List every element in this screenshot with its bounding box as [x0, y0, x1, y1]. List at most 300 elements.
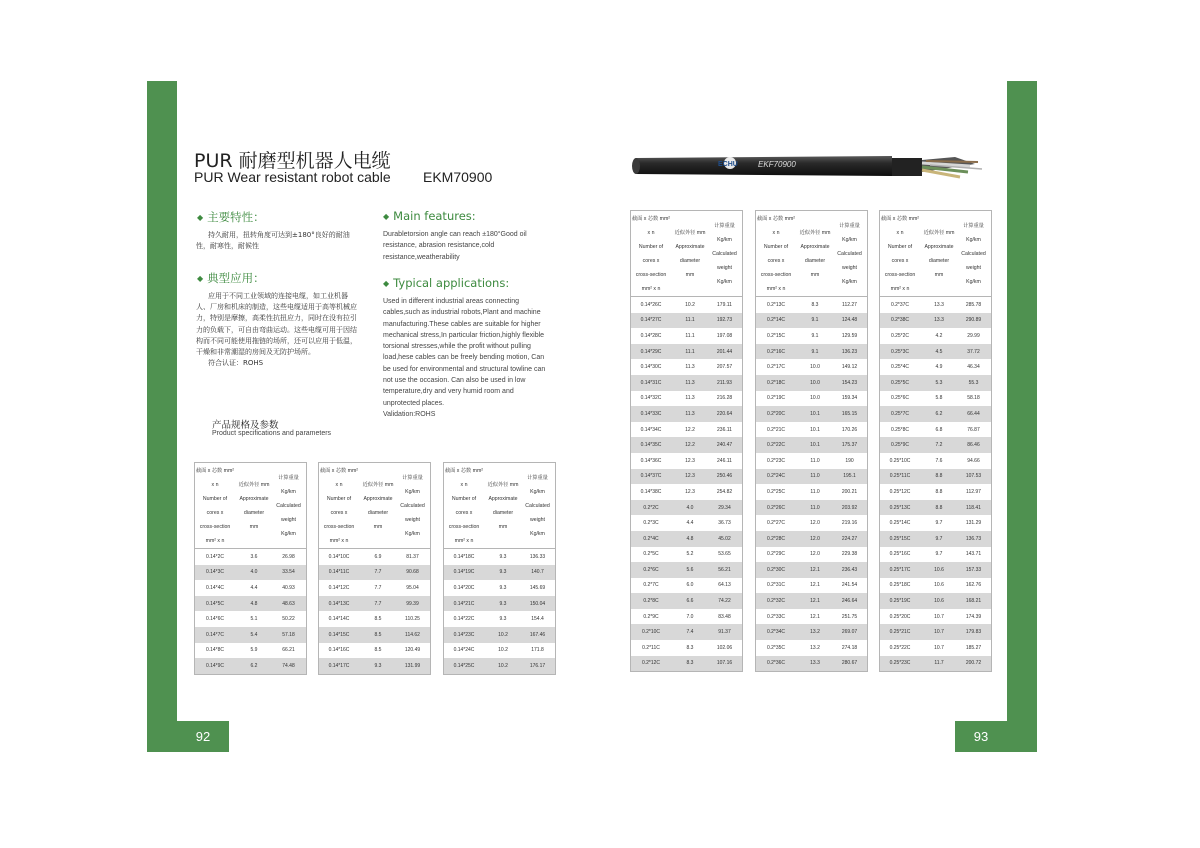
weight-cell: 157.33 — [965, 566, 982, 573]
header-text: diameter — [367, 509, 389, 516]
weight-cell: 159.34 — [841, 395, 858, 402]
weight-cell: 120.49 — [404, 647, 421, 654]
diameter-cell: 5.1 — [250, 616, 258, 623]
header-text: cross-section — [884, 271, 916, 278]
header-text: Kg/km — [842, 278, 857, 285]
cores-cross-section-cell: 0.25*17C — [889, 566, 911, 573]
weight-cell: 254.82 — [716, 488, 733, 495]
diameter-cell: 10.2 — [685, 301, 695, 308]
cores-cross-section-cell: 0.14*31C — [640, 379, 662, 386]
cores-cross-section-cell: 0.2*36C — [766, 660, 786, 667]
cores-cross-section-cell: 0.14*21C — [453, 600, 475, 607]
table-row — [631, 453, 742, 469]
diameter-cell: 6.9 — [374, 553, 382, 560]
header-col1 — [756, 211, 796, 296]
weight-cell: 236.43 — [841, 566, 858, 573]
weight-cell: 229.38 — [841, 551, 858, 558]
header-text: x n — [772, 229, 780, 236]
header-text: 近似外径 mm — [799, 229, 831, 236]
table-row — [880, 531, 991, 547]
diameter-cell: 13.2 — [810, 629, 820, 636]
spec-table — [879, 210, 992, 672]
header-text: 计算重量 — [402, 474, 423, 481]
header-text: 截面 x 芯数 mm² — [756, 215, 796, 222]
table-row — [880, 313, 991, 329]
diameter-cell: 13.2 — [810, 644, 820, 651]
table-row — [444, 643, 555, 659]
weight-cell: 219.16 — [841, 520, 858, 527]
cores-cross-section-cell: 0.2*22C — [766, 442, 786, 449]
features-en-heading: ◆ Main features: — [383, 209, 476, 223]
weight-cell: 170.26 — [841, 426, 858, 433]
weight-cell: 114.62 — [405, 631, 420, 638]
table-row — [756, 437, 867, 453]
table-row — [880, 500, 991, 516]
cores-cross-section-cell: 0.2*31C — [766, 582, 786, 589]
cores-cross-section-cell: 0.14*30C — [640, 364, 662, 371]
cores-cross-section-cell: 0.2*2C — [643, 504, 659, 511]
header-col3 — [273, 463, 304, 548]
text-line: Durabletorsion angle can reach ±180°Good oil — [383, 231, 527, 238]
diameter-cell: 9.7 — [935, 535, 943, 542]
table-row — [880, 656, 991, 672]
diameter-cell: 9.3 — [499, 553, 507, 560]
diameter-cell: 8.8 — [935, 504, 943, 511]
diameter-cell: 10.2 — [498, 647, 508, 654]
text-line: Validation:ROHS — [383, 410, 436, 418]
diamond-icon: ◆ — [197, 213, 204, 222]
table-row — [756, 328, 867, 344]
diameter-cell: 4.0 — [686, 504, 694, 511]
table-row — [319, 549, 430, 565]
diameter-cell: 8.5 — [374, 616, 382, 623]
diameter-cell: 9.3 — [499, 584, 507, 591]
table-row — [880, 437, 991, 453]
text-line: 持久耐用，扭转角度可达到±180°良好的耐油 — [208, 231, 350, 239]
diameter-cell: 12.1 — [810, 582, 820, 589]
weight-cell: 136.23 — [841, 348, 858, 355]
diameter-cell: 13.3 — [810, 660, 820, 667]
diameter-cell: 7.7 — [374, 569, 382, 576]
weight-cell: 53.65 — [718, 551, 731, 558]
cores-cross-section-cell: 0.25*20C — [889, 613, 911, 620]
weight-cell: 154.23 — [841, 379, 858, 386]
text-line: torsional stresses,while the profit without pulling — [383, 343, 531, 351]
weight-cell: 110.25 — [405, 616, 420, 623]
applications-cn-body — [196, 291, 357, 369]
table-row — [756, 593, 867, 609]
header-text: diameter — [243, 509, 265, 516]
table-row — [880, 609, 991, 625]
table-row — [195, 611, 306, 627]
header-text: Calculated — [961, 250, 986, 257]
table-row — [756, 500, 867, 516]
weight-cell: 56.21 — [718, 566, 731, 573]
weight-cell: 165.15 — [841, 410, 858, 417]
table-row — [880, 640, 991, 656]
table-row — [631, 328, 742, 344]
weight-cell: 197.08 — [716, 332, 733, 339]
header-text: Calculated — [276, 502, 301, 509]
header-text: 计算重量 — [714, 222, 735, 229]
table-row — [631, 422, 742, 438]
header-text: x n — [460, 481, 468, 488]
cores-cross-section-cell: 0.25*4C — [890, 364, 910, 371]
cores-cross-section-cell: 0.2*21C — [766, 426, 786, 433]
diameter-cell: 12.3 — [685, 457, 695, 464]
diameter-cell: 9.1 — [811, 332, 819, 339]
table-row — [756, 344, 867, 360]
cable-brand: ECHU — [718, 161, 738, 168]
table-row — [631, 344, 742, 360]
spec-title-cn: 产品规格及参数 — [212, 420, 279, 431]
weight-cell: 94.66 — [967, 457, 980, 464]
table-row — [631, 297, 742, 313]
weight-cell: 195.1 — [843, 473, 856, 480]
table-row — [444, 596, 555, 612]
diameter-cell: 6.0 — [686, 582, 694, 589]
weight-cell: 216.28 — [716, 395, 733, 402]
cable-image — [630, 150, 990, 190]
diameter-cell: 12.2 — [685, 426, 695, 433]
text-line: resistance,weatherability — [383, 253, 460, 261]
text-line: cables,such as industrial robots,Plant and machine — [383, 309, 541, 317]
header-text: Kg/km — [966, 236, 981, 243]
cores-cross-section-cell: 0.2*20C — [766, 410, 786, 417]
header-col2 — [484, 463, 522, 548]
diameter-cell: 4.0 — [250, 569, 258, 576]
cores-cross-section-cell: 0.2*37C — [890, 301, 910, 308]
diameter-cell: 11.1 — [685, 332, 695, 339]
header-text: cores x — [455, 509, 473, 516]
header-text: Approximate — [800, 243, 830, 250]
diameter-cell: 11.7 — [934, 660, 944, 667]
diameter-cell: 11.0 — [810, 473, 820, 480]
header-text: 近似外径 mm — [362, 481, 394, 488]
text-line: Used in different industrial areas connecting — [383, 298, 520, 305]
diameter-cell: 5.9 — [250, 647, 258, 654]
cores-cross-section-cell: 0.2*12C — [641, 660, 661, 667]
title-english: PUR Wear resistant robot cable — [194, 169, 391, 185]
weight-cell: 29.99 — [967, 332, 980, 339]
header-col1 — [631, 211, 671, 296]
table-row — [880, 515, 991, 531]
weight-cell: 179.83 — [965, 629, 982, 636]
cores-cross-section-cell: 0.2*16C — [766, 348, 786, 355]
cores-cross-section-cell: 0.14*36C — [640, 457, 662, 464]
header-text: Kg/km — [281, 488, 296, 495]
cores-cross-section-cell: 0.25*22C — [889, 644, 911, 651]
text-line: temperature,dry and very humid room and — [383, 388, 514, 396]
diameter-cell: 10.7 — [934, 644, 944, 651]
table-row — [880, 453, 991, 469]
table-row — [756, 531, 867, 547]
header-col2 — [920, 211, 958, 296]
table-row — [444, 658, 555, 674]
diameter-cell: 10.0 — [810, 395, 820, 402]
weight-cell: 190 — [845, 457, 854, 464]
diameter-cell: 3.6 — [250, 553, 258, 560]
diameter-cell: 10.1 — [810, 442, 820, 449]
weight-cell: 95.04 — [406, 584, 419, 591]
diameter-cell: 5.3 — [935, 379, 943, 386]
cores-cross-section-cell: 0.25*12C — [889, 488, 911, 495]
header-text: mm² x n — [454, 537, 474, 544]
header-col3 — [522, 463, 553, 548]
table-row — [880, 328, 991, 344]
cores-cross-section-cell: 0.25*9C — [890, 442, 910, 449]
table-row — [756, 453, 867, 469]
features-cn-heading: ◆ 主要特性： — [197, 210, 265, 224]
table-row — [631, 531, 742, 547]
diameter-cell: 11.3 — [685, 379, 695, 386]
weight-cell: 136.73 — [965, 535, 982, 542]
diamond-icon: ◆ — [383, 212, 390, 221]
right-page-number: 93 — [973, 729, 989, 744]
cores-cross-section-cell: 0.2*19C — [766, 395, 786, 402]
table-row — [631, 406, 742, 422]
model-code: EKM70900 — [423, 169, 493, 185]
table-row — [880, 391, 991, 407]
header-text: weight — [405, 516, 420, 523]
cores-cross-section-cell: 0.2*5C — [643, 551, 659, 558]
header-text: mm — [685, 271, 695, 278]
diameter-cell: 8.3 — [811, 301, 819, 308]
diameter-cell: 11.0 — [810, 488, 820, 495]
table-row — [195, 627, 306, 643]
cores-cross-section-cell: 0.2*35C — [766, 644, 786, 651]
diamond-icon: ◆ — [383, 279, 390, 288]
weight-cell: 107.16 — [716, 660, 733, 667]
weight-cell: 280.67 — [841, 660, 858, 667]
diameter-cell: 10.7 — [934, 629, 944, 636]
table-row — [195, 580, 306, 596]
table-row — [756, 469, 867, 485]
header-text: cores x — [767, 257, 785, 264]
diameter-cell: 10.6 — [934, 598, 944, 605]
diameter-cell: 12.1 — [810, 598, 820, 605]
diameter-cell: 13.3 — [934, 317, 944, 324]
table-row — [880, 359, 991, 375]
table-row — [756, 391, 867, 407]
header-col3 — [834, 211, 865, 296]
cores-cross-section-cell: 0.14*26C — [640, 301, 662, 308]
weight-cell: 136.33 — [529, 553, 546, 560]
cores-cross-section-cell: 0.25*14C — [889, 520, 911, 527]
cores-cross-section-cell: 0.2*38C — [890, 317, 910, 324]
text-line: 人、厂房和机床的制造，这些电缆适用于高等机械应 — [196, 303, 357, 312]
weight-cell: 99.39 — [406, 600, 419, 607]
weight-cell: 74.22 — [718, 598, 731, 605]
left-page-number: 92 — [195, 729, 211, 744]
header-text: Calculated — [712, 250, 737, 257]
features-en-body — [383, 229, 527, 263]
weight-cell: 131.29 — [965, 520, 982, 527]
cores-cross-section-cell: 0.2*9C — [643, 613, 659, 620]
table-row — [880, 562, 991, 578]
diameter-cell: 12.3 — [685, 488, 695, 495]
weight-cell: 269.07 — [841, 629, 858, 636]
diameter-cell: 11.1 — [685, 317, 695, 324]
header-text: 近似外径 mm — [487, 481, 519, 488]
table-row — [880, 406, 991, 422]
cores-cross-section-cell: 0.25*16C — [889, 551, 911, 558]
table-row — [631, 515, 742, 531]
diameter-cell: 11.0 — [810, 504, 820, 511]
header-text: cross-section — [635, 271, 667, 278]
cores-cross-section-cell: 0.2*13C — [766, 301, 786, 308]
text-line: 构而不同可能使用拖链的场所，还可以应用于低温， — [196, 336, 357, 345]
table-row — [880, 624, 991, 640]
cores-cross-section-cell: 0.14*25C — [453, 662, 475, 669]
header-text: Kg/km — [281, 530, 296, 537]
cores-cross-section-cell: 0.14*37C — [640, 473, 662, 480]
cores-cross-section-cell: 0.14*29C — [640, 348, 662, 355]
header-text: cross-section — [448, 523, 480, 530]
weight-cell: 154.4 — [531, 616, 544, 623]
table-header — [444, 463, 555, 549]
diameter-cell: 6.2 — [935, 410, 943, 417]
cores-cross-section-cell: 0.14*11C — [328, 569, 350, 576]
header-text: Kg/km — [966, 278, 981, 285]
header-text: 近似外径 mm — [923, 229, 955, 236]
diameter-cell: 5.8 — [935, 395, 943, 402]
diameter-cell: 12.2 — [685, 442, 695, 449]
weight-cell: 167.46 — [529, 631, 546, 638]
cores-cross-section-cell: 0.2*26C — [766, 504, 786, 511]
diameter-cell: 7.0 — [686, 613, 694, 620]
spec-table — [443, 462, 556, 675]
cores-cross-section-cell: 0.2*15C — [766, 332, 786, 339]
applications-en-body — [383, 296, 545, 420]
cores-cross-section-cell: 0.2*25C — [766, 488, 786, 495]
table-row — [880, 469, 991, 485]
weight-cell: 91.37 — [718, 629, 731, 636]
cores-cross-section-cell: 0.2*24C — [766, 473, 786, 480]
cores-cross-section-cell: 0.2*34C — [766, 629, 786, 636]
table-row — [756, 547, 867, 563]
weight-cell: 81.37 — [406, 553, 419, 560]
cores-cross-section-cell: 0.14*35C — [640, 442, 662, 449]
diameter-cell: 8.3 — [686, 644, 694, 651]
header-text: mm² x n — [205, 537, 225, 544]
table-row — [631, 437, 742, 453]
table-row — [631, 578, 742, 594]
weight-cell: 37.72 — [967, 348, 980, 355]
header-text: diameter — [492, 509, 514, 516]
header-text: diameter — [679, 257, 701, 264]
weight-cell: 140.7 — [531, 569, 544, 576]
header-text: x n — [896, 229, 904, 236]
weight-cell: 175.37 — [841, 442, 858, 449]
diameter-cell: 9.3 — [499, 616, 507, 623]
cores-cross-section-cell: 0.14*23C — [453, 631, 475, 638]
table-row — [756, 422, 867, 438]
weight-cell: 168.21 — [965, 598, 982, 605]
text-line: unprotected places. — [383, 399, 445, 407]
header-text: cross-section — [323, 523, 355, 530]
applications-en-heading: ◆ Typical applications: — [383, 276, 510, 290]
weight-cell: 83.48 — [718, 613, 731, 620]
table-row — [319, 580, 430, 596]
table-row — [756, 562, 867, 578]
header-text: cores x — [206, 509, 224, 516]
spec-title-en: Product specifications and parameters — [212, 430, 332, 437]
table-row — [756, 406, 867, 422]
header-text: x n — [211, 481, 219, 488]
table-row — [444, 565, 555, 581]
weight-cell: 149.12 — [841, 364, 858, 371]
weight-cell: 90.68 — [406, 569, 419, 576]
weight-cell: 174.39 — [965, 613, 982, 620]
header-text: Kg/km — [717, 236, 732, 243]
diameter-cell: 12.1 — [810, 566, 820, 573]
header-text: weight — [717, 264, 732, 271]
diameter-cell: 4.4 — [686, 520, 694, 527]
weight-cell: 143.71 — [965, 551, 982, 558]
table-row — [756, 359, 867, 375]
weight-cell: 66.44 — [967, 410, 980, 417]
table-row — [631, 624, 742, 640]
header-col3 — [958, 211, 989, 296]
diameter-cell: 10.2 — [498, 631, 508, 638]
diameter-cell: 10.2 — [498, 662, 508, 669]
diameter-cell: 8.3 — [686, 660, 694, 667]
diameter-cell: 7.4 — [686, 629, 694, 636]
header-text: Number of — [451, 495, 477, 502]
weight-cell: 241.54 — [841, 582, 858, 589]
table-row — [444, 549, 555, 565]
cores-cross-section-cell: 0.25*15C — [889, 535, 911, 542]
weight-cell: 124.48 — [841, 317, 858, 324]
table-header — [195, 463, 306, 549]
header-text: x n — [335, 481, 343, 488]
weight-cell: 285.78 — [965, 301, 982, 308]
header-text: Number of — [638, 243, 664, 250]
header-text: mm — [934, 271, 944, 278]
weight-cell: 118.41 — [966, 504, 981, 511]
weight-cell: 251.75 — [841, 613, 858, 620]
cores-cross-section-cell: 0.14*10C — [328, 553, 350, 560]
table-row — [880, 578, 991, 594]
weight-cell: 45.02 — [718, 535, 731, 542]
text-line: 性，耐寒性，耐候性 — [196, 242, 259, 251]
weight-cell: 107.53 — [965, 473, 982, 480]
header-text: Kg/km — [530, 488, 545, 495]
weight-cell: 207.57 — [716, 364, 733, 371]
cores-cross-section-cell: 0.2*28C — [766, 535, 786, 542]
weight-cell: 74.48 — [282, 662, 295, 669]
cores-cross-section-cell: 0.14*5C — [205, 600, 225, 607]
table-row — [319, 643, 430, 659]
weight-cell: 112.27 — [842, 301, 857, 308]
weight-cell: 102.06 — [716, 644, 733, 651]
spec-table — [318, 462, 431, 675]
header-text: Kg/km — [842, 236, 857, 243]
table-row — [195, 643, 306, 659]
cores-cross-section-cell: 0.2*32C — [766, 598, 786, 605]
header-text: weight — [842, 264, 857, 271]
table-row — [195, 658, 306, 674]
diameter-cell: 5.2 — [686, 551, 694, 558]
cores-cross-section-cell: 0.25*5C — [890, 379, 910, 386]
table-row — [880, 593, 991, 609]
table-row — [756, 375, 867, 391]
table-row — [631, 656, 742, 672]
diameter-cell: 11.1 — [685, 348, 695, 355]
cores-cross-section-cell: 0.14*12C — [328, 584, 350, 591]
cores-cross-section-cell: 0.2*18C — [766, 379, 786, 386]
